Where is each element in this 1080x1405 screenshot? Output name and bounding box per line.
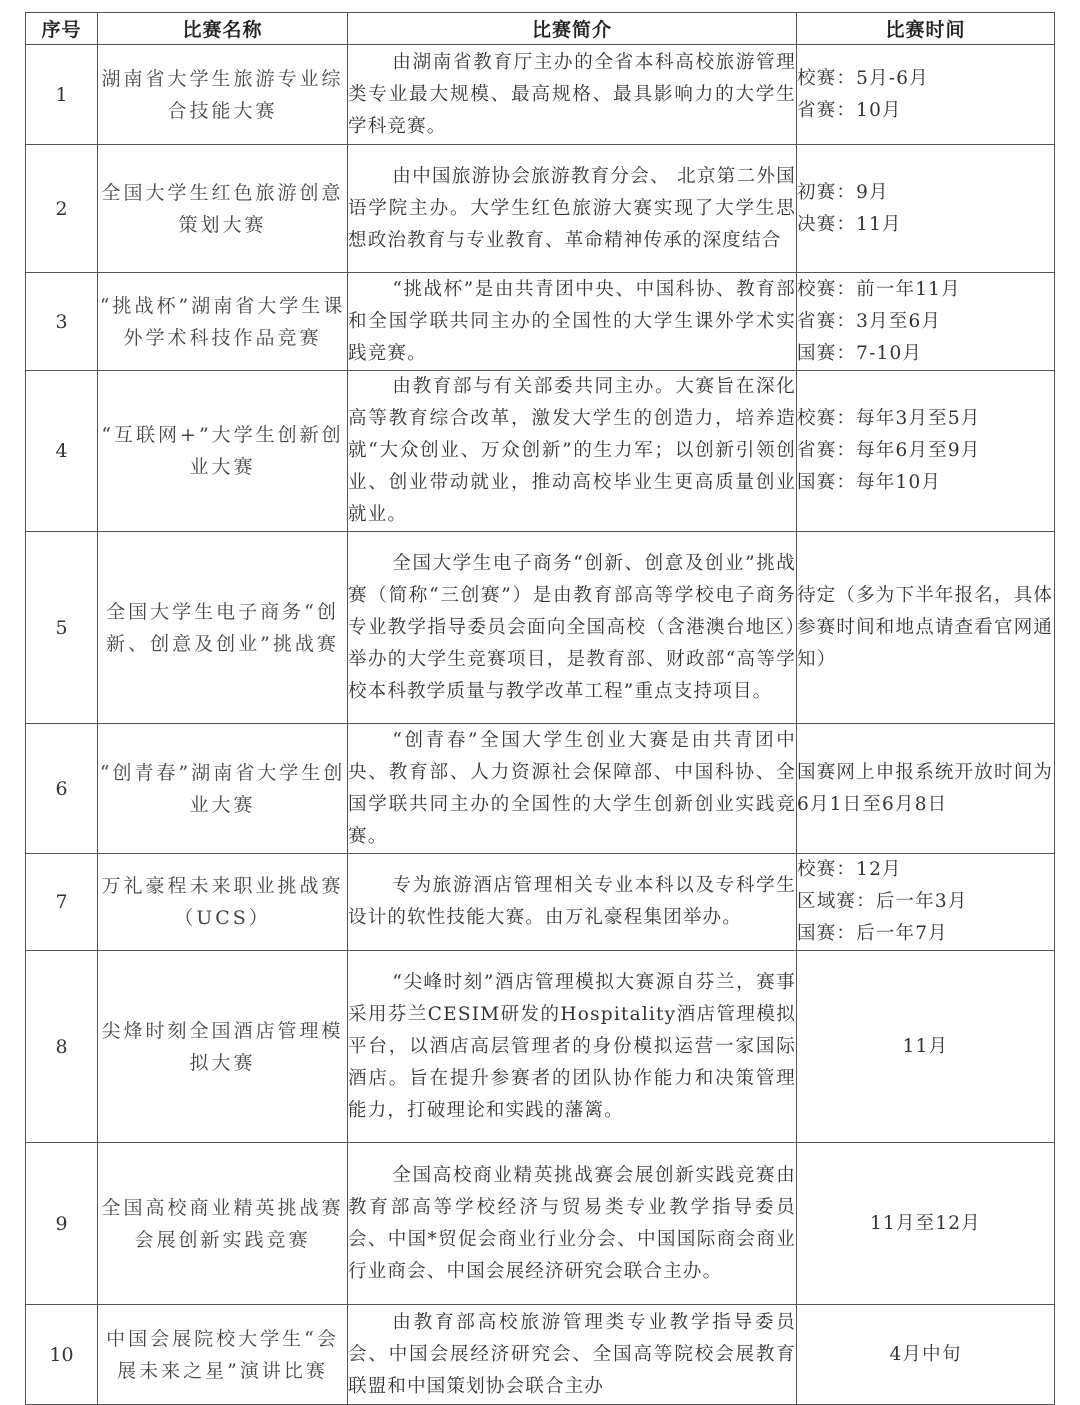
time-line: 国赛网上申报系统开放时间为6月1日至6月8日 <box>797 761 1054 815</box>
row-index: 10 <box>26 1305 98 1405</box>
competition-name: “挑战杯”湖南省大学生课外学术科技作品竞赛 <box>98 273 348 371</box>
table-row <box>26 45 1055 145</box>
row-index: 6 <box>26 724 98 854</box>
table-row <box>26 951 1055 1143</box>
competition-time <box>797 724 1055 854</box>
time-line: 校赛：5月-6月 <box>797 67 929 89</box>
time-line: 省赛：3月至6月 <box>797 310 942 332</box>
competition-name: 全国高校商业精英挑战赛会展创新实践竞赛 <box>98 1143 348 1305</box>
competition-intro <box>348 371 797 532</box>
intro-text: “挑战杯”是由共青团中央、中国科协、教育部和全国学联共同主办的全国性的大学生课外学术实践竞赛。 <box>348 278 796 364</box>
table-row <box>26 371 1055 532</box>
table-row <box>26 145 1055 273</box>
competition-name: 全国大学生电子商务“创新、创意及创业”挑战赛 <box>98 532 348 724</box>
intro-text: 全国高校商业精英挑战赛会展创新实践竞赛由教育部高等学校经济与贸易类专业教学指导委员会、中国*贸促会商业行业分会、中国国际商会商业行业商会、中国会展经济研究会联合主办。 <box>348 1164 796 1282</box>
table-row <box>26 1305 1055 1405</box>
table-row <box>26 532 1055 724</box>
table-row <box>26 1143 1055 1305</box>
competition-time <box>797 532 1055 724</box>
intro-text: 专为旅游酒店管理相关专业本科以及专科学生设计的软性技能大赛。由万礼豪程集团举办。 <box>348 875 796 928</box>
intro-text: 由中国旅游协会旅游教育分会、 北京第二外国语学院主办。大学生红色旅游大赛实现了大学生思想政治教育与专业教育、革命精神传承的深度结合 <box>348 165 796 251</box>
competition-name: 湖南省大学生旅游专业综合技能大赛 <box>98 45 348 145</box>
time-line: 初赛：9月 <box>797 181 889 203</box>
time-line: 国赛：每年10月 <box>797 472 942 493</box>
intro-text: “创青春”全国大学生创业大赛是由共青团中央、教育部、人力资源社会保障部、中国科协、全国学联共同主办的全国性的大学生创新创业实践竞赛。 <box>348 729 796 847</box>
competition-time <box>797 951 1055 1143</box>
intro-text: 由教育部高校旅游管理类专业教学指导委员会、中国会展经济研究会、全国高等院校会展教育联盟和中国策划协会联合主办 <box>348 1311 796 1397</box>
table-row <box>26 724 1055 854</box>
time-line: 11月至12月 <box>870 1212 981 1234</box>
competition-intro <box>348 532 797 724</box>
competition-intro <box>348 724 797 854</box>
intro-text: “尖峰时刻”酒店管理模拟大赛源自芬兰，赛事采用芬兰CESIM研发的Hospitality酒店管理模拟平台，以酒店高层管理者的身份模拟运营一家国际酒店。旨在提升参赛者的团队协作能力和决策管理能力，打破理论和实践的藩篱。 <box>348 971 796 1121</box>
time-line: 省赛：10月 <box>797 99 902 121</box>
header-index: 序号 <box>26 13 98 45</box>
competition-name: 尖烽时刻全国酒店管理模拟大赛 <box>98 951 348 1143</box>
row-index: 5 <box>26 532 98 724</box>
competition-intro <box>348 145 797 273</box>
intro-text: 由湖南省教育厅主办的全省本科高校旅游管理类专业最大规模、最高规格、最具影响力的大学生学科竞赛。 <box>348 51 796 137</box>
time-line: 省赛：每年6月至9月 <box>797 440 981 461</box>
row-index: 9 <box>26 1143 98 1305</box>
competition-intro <box>348 273 797 371</box>
competition-name: “创青春”湖南省大学生创业大赛 <box>98 724 348 854</box>
time-line: 校赛：每年3月至5月 <box>797 408 981 429</box>
time-line: 国赛：后一年7月 <box>797 923 948 944</box>
competition-name: “互联网+”大学生创新创业大赛 <box>98 371 348 532</box>
row-index: 3 <box>26 273 98 371</box>
competition-time <box>797 854 1055 951</box>
competition-intro <box>348 854 797 951</box>
competition-time <box>797 45 1055 145</box>
row-index: 1 <box>26 45 98 145</box>
competition-time <box>797 145 1055 273</box>
table-row <box>26 273 1055 371</box>
table-header-row <box>26 13 1055 45</box>
row-index: 2 <box>26 145 98 273</box>
competition-name: 全国大学生红色旅游创意策划大赛 <box>98 145 348 273</box>
time-line: 校赛：12月 <box>797 859 902 880</box>
competition-time <box>797 1305 1055 1405</box>
header-name: 比赛名称 <box>98 13 348 45</box>
competition-name: 万礼豪程未来职业挑战赛（UCS） <box>98 854 348 951</box>
competition-name: 中国会展院校大学生“会展未来之星”演讲比赛 <box>98 1305 348 1405</box>
competition-time <box>797 273 1055 371</box>
competition-time <box>797 1143 1055 1305</box>
competition-intro <box>348 951 797 1143</box>
intro-text: 全国大学生电子商务“创新、创意及创业”挑战赛（简称“三创赛”）是由教育部高等学校电子商务专业教学指导委员会面向全国高校（含港澳台地区）举办的大学生竞赛项目，是教育部、财政部“高等学校本科教学质量与教学改革工程”重点支持项目。 <box>348 552 796 702</box>
competition-intro <box>348 1305 797 1405</box>
time-line: 待定（多为下半年报名，具体参赛时间和地点请查看官网通知） <box>797 584 1054 670</box>
competition-table <box>25 12 1055 1405</box>
header-time: 比赛时间 <box>797 13 1055 45</box>
time-line: 11月 <box>902 1035 949 1057</box>
row-index: 4 <box>26 371 98 532</box>
time-line: 校赛：前一年11月 <box>797 278 961 300</box>
competition-intro <box>348 45 797 145</box>
header-intro: 比赛简介 <box>348 13 797 45</box>
competition-intro <box>348 1143 797 1305</box>
row-index: 8 <box>26 951 98 1143</box>
intro-text: 由教育部与有关部委共同主办。大赛旨在深化高等教育综合改革，激发大学生的创造力，培养造就“大众创业、万众创新”的生力军；以创新引领创业、创业带动就业，推动高校毕业生更高质量创业就业。 <box>348 376 796 525</box>
time-line: 4月中旬 <box>889 1343 962 1365</box>
competition-time <box>797 371 1055 532</box>
time-line: 区域赛：后一年3月 <box>797 891 968 912</box>
time-line: 决赛：11月 <box>797 213 902 235</box>
table-row <box>26 854 1055 951</box>
time-line: 国赛：7-10月 <box>797 342 923 364</box>
row-index: 7 <box>26 854 98 951</box>
